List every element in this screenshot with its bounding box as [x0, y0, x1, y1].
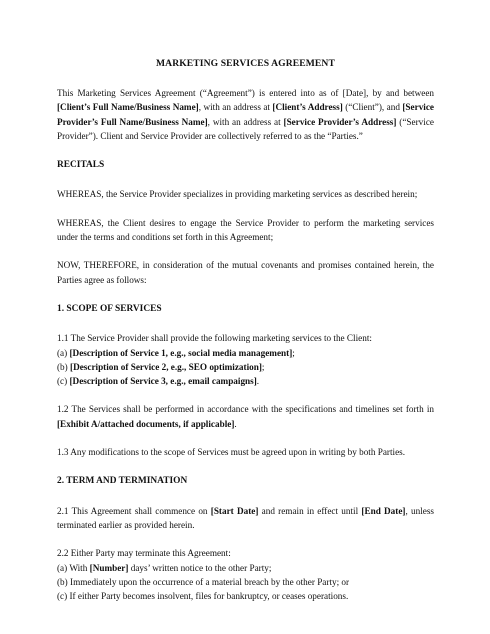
intro-text: , with an address at [198, 102, 273, 113]
recital-paragraph: NOW, THEREFORE, in consideration of the mutual covenants and promises contained herein, the Parties agree as follows: [57, 260, 434, 285]
provider-address-placeholder: [Service Provider’s Address] [283, 116, 397, 127]
termination-item: (a) With [Number] days’ written notice to the other Party; [57, 562, 272, 573]
recital-paragraph: WHEREAS, the Service Provider specializes in providing marketing services as described herein; [57, 189, 418, 200]
termination-item: (b) Immediately upon the occurrence of a material breach by the other Party; or [57, 576, 350, 587]
service-3-placeholder: [Description of Service 3, e.g., email campaigns] [69, 376, 257, 387]
clause-1-2: 1.2 The Services shall be performed in accordance with the specifications and timelines set forth in [Exhibit A/attached documents, if applicable]. [57, 404, 434, 429]
intro-text: (“Client”), and [342, 102, 403, 113]
intro-text: (“Service Provider”). Client and Service Provider are collectively referred to as the “Parties.” [57, 116, 434, 141]
end-date-placeholder: [End Date] [361, 505, 406, 516]
service-1-placeholder: [Description of Service 1, e.g., social media management] [69, 347, 293, 358]
intro-text: , with an address at [207, 116, 284, 127]
section-1-heading: 1. SCOPE OF SERVICES [57, 303, 162, 314]
intro-paragraph [57, 86, 434, 143]
service-item: (a) [Description of Service 1, e.g., social media management]; [57, 347, 295, 358]
client-address-placeholder: [Client’s Address] [272, 102, 343, 113]
section-2-heading: 2. TERM AND TERMINATION [57, 476, 188, 487]
recitals-heading: RECITALS [57, 160, 105, 171]
service-item: (b) [Description of Service 2, e.g., SEO optimization]; [57, 361, 265, 372]
clause-2-2: 2.2 Either Party may terminate this Agreement: [57, 548, 231, 559]
service-item: (c) [Description of Service 3, e.g., email campaigns]. [57, 376, 260, 387]
intro-text: This Marketing Services Agreement (“Agreement”) is entered into as of [Date], by and between [57, 88, 434, 98]
clause-1-3: 1.3 Any modifications to the scope of Services must be agreed upon in writing by both Parties. [57, 447, 406, 458]
document-title: MARKETING SERVICES AGREEMENT [156, 58, 335, 69]
client-name-placeholder: [Client’s Full Name/Business Name] [57, 102, 199, 113]
recital-paragraph: WHEREAS, the Client desires to engage the Service Provider to perform the marketing services under the terms and conditions set forth in this Agreement; [57, 217, 434, 243]
termination-item: (c) If either Party becomes insolvent, files for bankruptcy, or ceases operations. [57, 591, 349, 602]
service-2-placeholder: [Description of Service 2, e.g., SEO optimization] [70, 361, 262, 372]
notice-days-placeholder: [Number] [89, 562, 129, 573]
provider-name-placeholder: [Service Provider’s Full Name/Business Name] [57, 102, 435, 127]
exhibit-placeholder: [Exhibit A/attached documents, if applicable] [57, 418, 235, 429]
start-date-placeholder: [Start Date] [210, 505, 259, 516]
clause-1-1: 1.1 The Service Provider shall provide the following marketing services to the Client: [57, 333, 372, 344]
clause-2-1: 2.1 This Agreement shall commence on [Start Date] and remain in effect until [End Date], unless terminated earlier as provided herein. [57, 505, 434, 530]
